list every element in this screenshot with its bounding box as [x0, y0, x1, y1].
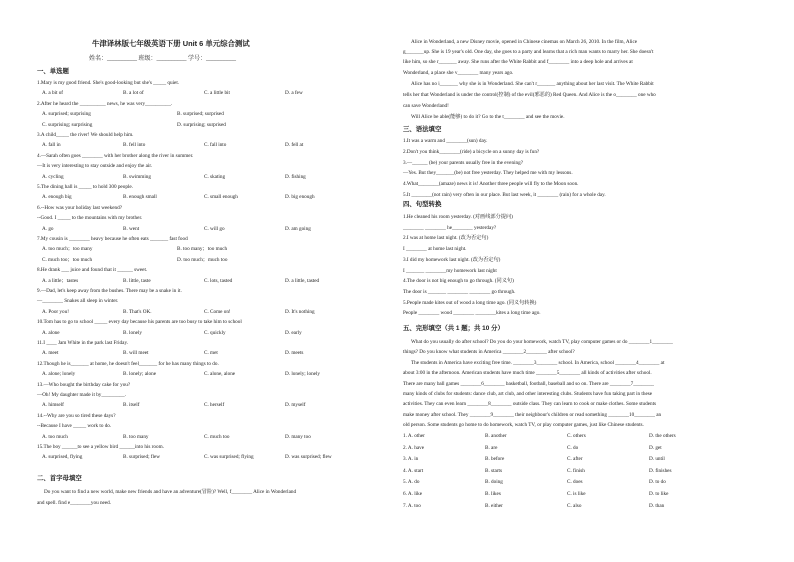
answer-option[interactable]: B. a lot of [123, 90, 144, 97]
answer-option[interactable]: C. skating [204, 173, 226, 180]
answer-option[interactable]: B. will meet [123, 350, 149, 357]
transform-item: 5.People made kites out of wood a long time ago. (同义句转换) [403, 299, 537, 306]
cloze-option[interactable]: B. starts [485, 467, 503, 474]
question-stem: —Oh! My daughter made it by_________. [37, 392, 127, 398]
answer-option[interactable]: C. much too；too much [42, 256, 93, 263]
answer-option[interactable]: A. alone [42, 329, 60, 336]
cloze-option[interactable]: D. to do [649, 479, 666, 486]
answer-option[interactable]: C. much too [204, 433, 230, 440]
transform-item: ________ ________ he________ yesterday? [403, 224, 497, 231]
answer-option[interactable]: C. herself [204, 402, 225, 409]
question-stem: 15.The boy ______to see a yellow bird ______into his room. [37, 444, 164, 450]
question-stem: 12.Though he is_______ at home, he doesn't feel_______ for he has many things to do. [37, 360, 219, 367]
cloze-passage-line: activities. They can even learn ________8________ outside class. They can learn to cook or make clothes. Some students [403, 401, 657, 408]
transform-item: 3.I did my homework last night. (改为否定句) [403, 256, 501, 263]
cloze-option[interactable]: C. also [567, 502, 582, 509]
answer-option[interactable]: D. It's nothing [285, 308, 315, 315]
answer-option[interactable]: B. itself [123, 402, 140, 409]
answer-option[interactable]: C. was surprised; flying [204, 454, 254, 461]
passage-line: can save Wonderland! [403, 103, 449, 109]
cloze-option[interactable]: B. either [485, 502, 503, 509]
question-stem: —________ Snakes all sleep in winter. [37, 298, 119, 305]
transform-item: I _______ ________my homework last night [403, 267, 497, 274]
answer-option[interactable]: B. surprised; surprised [177, 111, 224, 118]
question-stem: 11.I ____ Jam White in the park last Friday. [37, 340, 129, 346]
section-heading-sentence-transform: 四、句型转换 [403, 201, 442, 208]
cloze-option[interactable]: C. do [567, 444, 579, 451]
question-stem: —It is very interesting to stay outside and enjoy the air. [37, 163, 153, 170]
answer-option[interactable]: D. big enough [285, 194, 315, 201]
answer-option[interactable]: C. fall into [204, 142, 227, 149]
cloze-option[interactable]: 5. A. do [403, 479, 420, 486]
answer-option[interactable]: D. lonely; lonely [285, 371, 321, 378]
question-stem: 2.After he heard the __________ news, he was very__________. [37, 100, 173, 107]
answer-option[interactable]: D. a little, tasted [285, 277, 320, 284]
answer-option[interactable]: D. surprising; surprised [177, 121, 226, 128]
grammar-item: 2.Don't you think________(ride) a bicycle on a sunny day is fun? [403, 148, 540, 155]
section-heading-initial-fill: 二、首字母填空 [37, 475, 82, 482]
answer-option[interactable]: B. That's OK. [123, 308, 152, 315]
cloze-option[interactable]: C. after [567, 456, 583, 463]
answer-option[interactable]: D. fell at [285, 142, 304, 149]
answer-option[interactable]: D. was surprised; flew [285, 454, 332, 461]
question-stem: 6.--How was your holiday last weekend? [37, 204, 122, 211]
cloze-option[interactable]: B. likes [485, 491, 501, 497]
cloze-passage-line: things? Do you know what students in America ________2________ after school? [403, 349, 575, 356]
answer-option[interactable]: D. fishing [285, 173, 306, 180]
answer-option[interactable]: D. too much；much too [177, 256, 228, 263]
question-stem: 8.He drank ___ juice and found that it ______ sweet. [37, 267, 148, 274]
grammar-item: 3.—______ (be) your parents usually free in the evening? [403, 159, 523, 166]
question-stem: --Good. I _____ to the mountains with my brother. [37, 215, 143, 222]
question-stem: 14.--Why are you so tired these days? [37, 412, 116, 419]
grammar-item: 5.It ________(not rain) very often in our place. But last week, it ________ (rain) for a whole day. [403, 192, 606, 198]
answer-option[interactable]: B. swimming [123, 173, 151, 180]
answer-option[interactable]: C. lots, tasted [204, 277, 233, 284]
answer-option[interactable]: A. alone; lonely [42, 371, 76, 378]
cloze-passage-line: What do you usually do after school? Do you do your homework, watch TV, play computer games or do ________1________ [411, 339, 673, 345]
passage-line: like him, so she r_______ away. She runs after the White Rabbit and f________ into a deep hole and arrives at [403, 59, 633, 65]
answer-option[interactable]: A. go [42, 225, 54, 232]
answer-option[interactable]: A. surprised; surprising [42, 111, 91, 118]
cloze-option[interactable]: D. finishes [649, 467, 672, 474]
passage-line: and spell. find e________you need. [37, 500, 112, 506]
answer-option[interactable]: B. too many；too much [177, 246, 228, 253]
answer-option[interactable]: B. surprised; flew [123, 454, 161, 461]
cloze-passage-line: about 3:00 in the afternoon. American students have much time ________5________ all kinds of activities after school. [403, 370, 652, 377]
answer-option[interactable]: D. a few [285, 90, 303, 97]
cloze-passage-line: many kinds of clubs for students: dance club, art club, and other interesting clubs. Students have fun taking part in these [403, 391, 653, 397]
grammar-item: 1.It was a warm and ________(sun) day. [403, 138, 488, 144]
answer-option[interactable]: C. small enough [204, 194, 238, 201]
cloze-option[interactable]: C. finish [567, 467, 585, 474]
cloze-passage-line: There are many ball games ________6________ basketball, football, baseball and so on. There are ________7________ [403, 380, 655, 387]
transform-item: 2.I was at home last night. (改为否定句) [403, 235, 489, 242]
cloze-passage-line: The students in America have exciting free time. ________3________ school. In America, school ________4________ at [411, 359, 665, 366]
answer-option[interactable]: B. lonely; alone [123, 371, 156, 378]
answer-option[interactable]: C. quickly [204, 329, 226, 336]
answer-option[interactable]: A. meet [42, 350, 59, 357]
answer-option[interactable]: B. enough small [123, 194, 157, 201]
answer-option[interactable]: B. fell into [123, 142, 146, 149]
cloze-option[interactable]: D. to like [649, 491, 669, 497]
question-stem: 13.—Who bought the birthday cake for you? [37, 381, 131, 388]
answer-option[interactable]: D. am going [285, 225, 311, 232]
grammar-item: —Yes. But they_______(be) not free yesterday. They helped me with my lessons. [403, 170, 573, 177]
answer-option[interactable]: A. fall in [42, 142, 61, 149]
answer-option[interactable]: B. too many [123, 433, 149, 440]
answer-option[interactable]: A. Poor you! [42, 308, 69, 315]
section-heading-cloze: 五、完形填空（共 1 题；共 10 分） [403, 325, 504, 332]
answer-option[interactable]: D. early [285, 329, 302, 336]
answer-option[interactable]: B. lonely [123, 329, 143, 336]
answer-option[interactable]: A. surprised, flying [42, 454, 83, 461]
answer-option[interactable]: C. will go [204, 225, 225, 232]
answer-option[interactable]: D. myself [285, 402, 306, 409]
passage-line: Will Alice be able(能够) to do it? Go to the t________ and see the movie. [411, 114, 565, 120]
transform-item: I ________ at home last night. [403, 246, 467, 253]
cloze-option[interactable]: C. others [567, 433, 586, 439]
cloze-option[interactable]: 1. A. other [403, 433, 425, 439]
section-heading-single-choice: 一、单选题 [37, 68, 69, 75]
cloze-option[interactable]: 7. A. too [403, 502, 421, 509]
question-stem: 4.—Sarah often goes ________ with her brother along the river in summer. [37, 152, 194, 159]
answer-option[interactable]: D. many too [285, 433, 311, 440]
transform-item: People ________ wood ________ ________kites a long time ago. [403, 310, 541, 317]
passage-line: Wonderland, a place she v________ many years ago. [403, 70, 514, 76]
cloze-option[interactable]: 4. A. start [403, 467, 424, 474]
cloze-option[interactable]: 3. A. in [403, 456, 419, 463]
cloze-option[interactable]: B. are [485, 444, 498, 451]
cloze-option[interactable]: D. until [649, 456, 665, 463]
cloze-option[interactable]: D. the others [649, 433, 676, 439]
answer-option[interactable]: A. enough big [42, 194, 72, 201]
question-stem: 7.My cousin is ________ heavy because he often eats _______ fast food [37, 236, 188, 242]
cloze-option[interactable]: C. is like [567, 491, 586, 497]
passage-line: g_______up. She is 19 year's old. One day, she goes to a party and learns that a rich man wants to marry her. She doesn't [403, 49, 654, 55]
cloze-option[interactable]: 2. A. have [403, 444, 425, 451]
cloze-passage-line: make money after school. They ________9________ their neighbour's children or read something ________10________ an [403, 411, 662, 418]
answer-option[interactable]: C. alone, alone [204, 371, 236, 378]
passage-line: Alice has no i_______ why she is in Wonderland. She can't r_______ anything about her last visit. The White Rabbit [411, 81, 654, 87]
answer-option[interactable]: B. little, taste [123, 277, 151, 284]
answer-option[interactable]: A. too much；too many [42, 246, 93, 253]
passage-line: tells her that Wonderland is under the control(控制) of the evil(邪恶的) Red Queen. And Alice is the o________ one who [403, 92, 656, 98]
answer-option[interactable]: A. too much [42, 433, 68, 440]
cloze-option[interactable]: 6. A. like [403, 491, 423, 497]
page-title: 牛津译林版七年级英语下册 Unit 6 单元综合测试 [92, 39, 250, 48]
answer-option[interactable]: C. met [204, 350, 218, 357]
cloze-option[interactable]: C. does [567, 479, 583, 486]
question-stem: 10.Tom has to go to school _____ every day because his parents are too busy to take him to school [37, 319, 242, 326]
cloze-option[interactable]: B. another [485, 433, 507, 439]
answer-option[interactable]: A. cycling [42, 173, 64, 180]
answer-option[interactable]: A. himself [42, 402, 64, 409]
cloze-option[interactable]: B. doing [485, 479, 503, 486]
student-info-line: 姓名：__________ 班级：__________ 学号：__________ [89, 56, 237, 62]
question-stem: 3.A child_____ the river! We should help him. [37, 132, 134, 138]
answer-option[interactable]: A. a little；tastes [42, 277, 79, 284]
cloze-passage-line: old person. Some students go home to do homework, watch TV, or play computer games, just like Chinese students. [403, 422, 644, 429]
cloze-option[interactable]: B. before [485, 456, 505, 463]
transform-item: 1.He cleaned his room yesterday. (对画线部分提问) [403, 214, 513, 220]
transform-item: 4.The door is not big enough to go through. (同义句) [403, 278, 514, 285]
transform-item: The door is _______ ________ ________ go through. [403, 288, 516, 295]
passage-line: Alice in Wonderland, a new Disney movie, opened in Chinese cinemas on March 26, 2010. In the film, Alice [411, 39, 638, 45]
answer-option[interactable]: B. went [123, 225, 140, 232]
grammar-item: 4.What________(amaze) news it is! Another three people will fly to the Moon soon. [403, 181, 579, 188]
answer-option[interactable]: D. meets [285, 350, 304, 357]
answer-option[interactable]: C. a little bit [204, 90, 230, 97]
answer-option[interactable]: A. a bit of [42, 90, 64, 97]
cloze-option[interactable]: D. get [649, 444, 662, 451]
answer-option[interactable]: C. surprising; surprising [42, 121, 93, 128]
section-heading-grammar: 三、语法填空 [403, 126, 442, 133]
question-stem: --Because I have _____ work to do. [37, 423, 112, 430]
answer-option[interactable]: C. Come on! [204, 308, 231, 315]
cloze-option[interactable]: D. than [649, 502, 665, 509]
passage-line: Do you want to find a new world, make new friends and have an adventure(冒险)? Well, f________ Alice in Wonderland [44, 489, 297, 495]
question-stem: 9.—Dad, let's keep away from the bushes. There may be a snake in it. [37, 288, 182, 294]
question-stem: 5.The dining hall is _____ to hold 300 people. [37, 184, 133, 190]
question-stem: 1.Mary is my good friend. She's good-looking but she's _____ quiet. [37, 80, 180, 86]
